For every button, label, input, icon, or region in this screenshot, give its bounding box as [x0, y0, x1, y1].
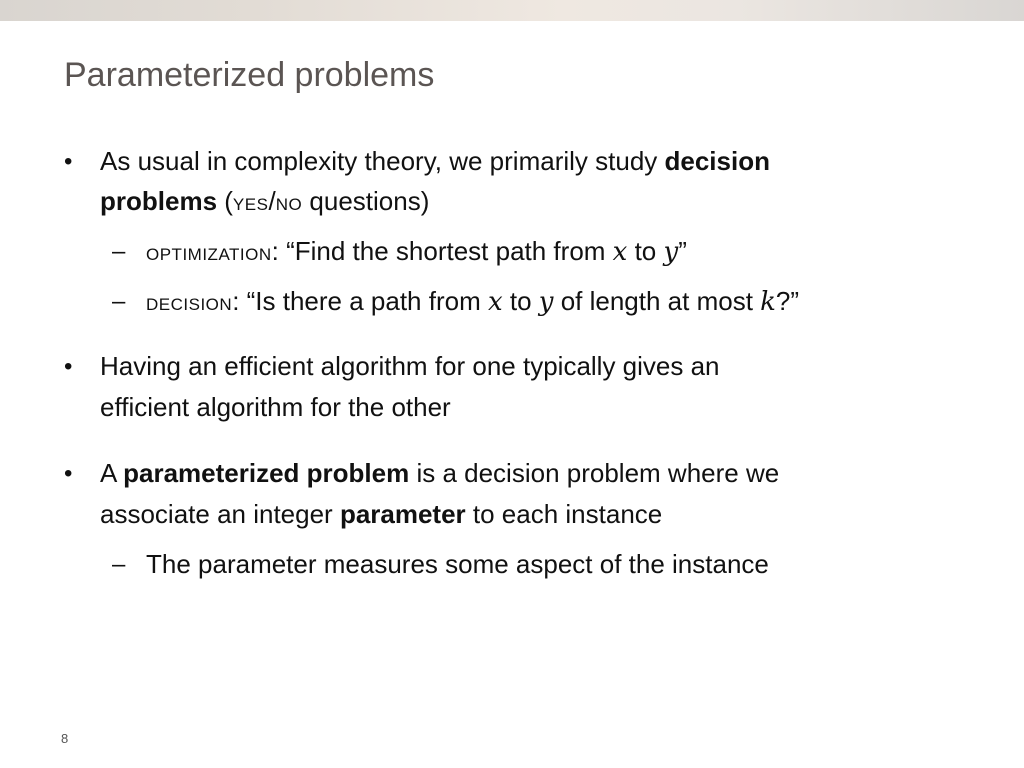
bullet-3-bold-parameter: parameter — [339, 499, 466, 529]
bullet-1-no: NO — [275, 195, 303, 214]
decision-close-quote: ?” — [775, 286, 800, 316]
bullet-1-questions: questions) — [302, 186, 430, 216]
bullet-1-text-1: As usual in complexity theory, we primarily study — [100, 146, 665, 176]
sub-bullet-marker: – — [112, 551, 126, 578]
decision-math-x: x — [487, 287, 503, 317]
bullet-2-line-1 — [100, 349, 720, 383]
bullet-1-line-2 — [100, 184, 429, 222]
optimization-text-2: to — [627, 236, 664, 266]
bullet-marker: • — [64, 353, 73, 380]
decision-label: DECISION — [146, 295, 233, 314]
bullet-3-text-1: A — [100, 458, 124, 488]
optimization-close-quote: ” — [678, 236, 687, 266]
bullet-1-paren-open: ( — [217, 186, 233, 216]
bullet-3-bold-parameterized-problem: parameterized problem — [123, 458, 410, 488]
decision-text-3: of length at most — [553, 286, 761, 316]
optimization-math-y: y — [663, 237, 679, 267]
bullet-marker: • — [64, 148, 73, 175]
parameter-measures-text: The parameter measures some aspect of the instance — [146, 549, 769, 579]
bullet-1-bold-problems: problems — [100, 186, 218, 216]
optimization-text-1: : “Find the shortest path from — [271, 236, 613, 266]
bullet-2-text-1: Having an efficient algorithm for one typically gives an — [100, 351, 720, 381]
sub-item-decision — [146, 284, 799, 322]
page-number: 8 — [61, 731, 69, 746]
sub-item-optimization — [146, 234, 687, 272]
decision-text-2: to — [502, 286, 539, 316]
bullet-3-text-4: to each instance — [465, 499, 663, 529]
bullet-1-slash: / — [268, 186, 276, 216]
optimization-label: OPTIMIZATION — [146, 245, 272, 264]
bullet-2-text-2: efficient algorithm for the other — [100, 392, 451, 422]
bullet-3-line-1 — [100, 456, 779, 490]
decision-math-y: y — [538, 287, 554, 317]
bullet-marker: • — [64, 460, 73, 487]
bullet-3-text-3: associate an integer — [100, 499, 340, 529]
optimization-math-x: x — [612, 237, 628, 267]
decision-text-1: : “Is there a path from — [232, 286, 488, 316]
bullet-1-bold-decision: decision — [664, 146, 770, 176]
slide-title: Parameterized problems — [64, 56, 435, 94]
bullet-3-line-2 — [100, 497, 662, 531]
sub-item-parameter-measures — [146, 547, 769, 581]
sub-bullet-marker: – — [112, 288, 126, 315]
bullet-1-yes: YES — [232, 195, 269, 214]
sub-bullet-marker: – — [112, 238, 126, 265]
bullet-3-text-2: is a decision problem where we — [409, 458, 780, 488]
decision-math-k: k — [760, 287, 776, 317]
bullet-2-line-2 — [100, 390, 451, 424]
bullet-1-line-1 — [100, 144, 770, 178]
